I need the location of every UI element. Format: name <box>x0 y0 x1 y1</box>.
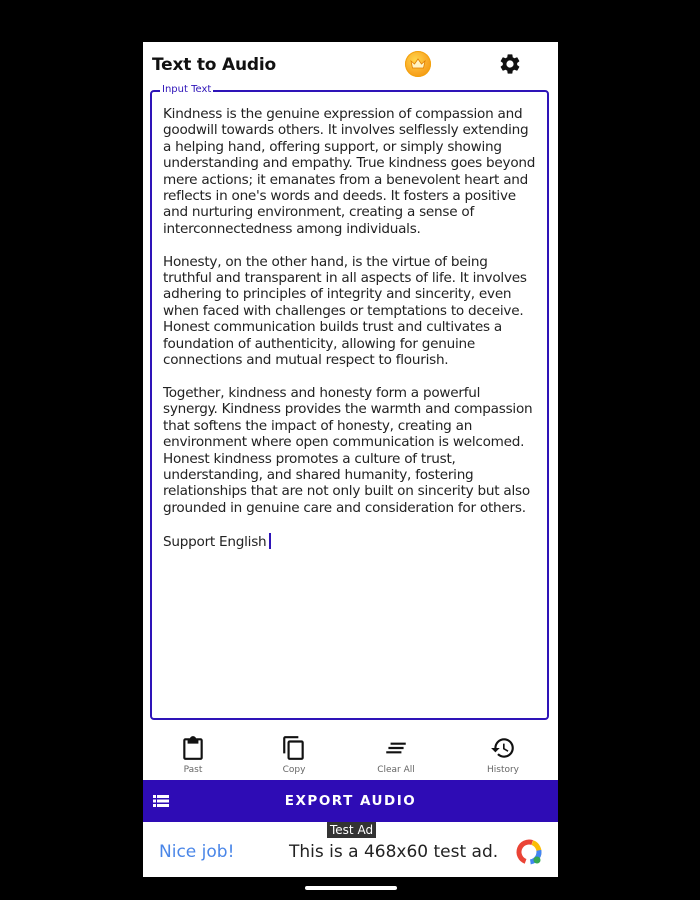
history-label: History <box>486 765 520 775</box>
home-indicator[interactable] <box>305 886 397 890</box>
settings-gear-icon[interactable] <box>498 52 522 76</box>
ad-description-text: This is a 468x60 test ad. <box>289 842 499 862</box>
export-audio-label: EXPORT AUDIO <box>284 793 417 809</box>
input-text-label: Input Text <box>162 84 212 95</box>
app-bar <box>143 42 558 86</box>
paste-label: Past <box>183 765 203 775</box>
clear-all-label: Clear All <box>377 765 415 775</box>
ad-logo-icon <box>515 838 543 866</box>
history-button[interactable] <box>463 732 543 775</box>
paragraph-together: Together, kindness and honesty form a powerful synergy. Kindness provides the warmth and compassion that softens the impact of honesty, creating an environment where open communication is welcomed. Honest kindness promotes a culture of trust, understanding, and shared humanity, fostering relationships that are not only built on sincerity but also grounded in genuine care and consideration for others. <box>163 384 533 516</box>
clear-all-icon <box>383 735 409 761</box>
ad-banner[interactable] <box>143 822 558 877</box>
copy-button[interactable] <box>254 732 334 775</box>
crown-icon <box>410 57 426 71</box>
app-screen <box>143 42 558 877</box>
text-cursor <box>269 533 271 549</box>
paste-button[interactable] <box>153 732 233 775</box>
input-text-content[interactable] <box>163 106 538 566</box>
ad-nice-job-text: Nice job! <box>159 842 235 862</box>
action-toolbar <box>143 732 558 782</box>
export-audio-button[interactable] <box>143 780 558 822</box>
copy-icon <box>281 735 307 761</box>
paragraph-honesty: Honesty, on the other hand, is the virtue of being truthful and transparent in all aspects of life. It involves adhering to principles of integrity and sincerity, even when faced with challenges or temptations to deceive. Honest communication builds trust and cultivates a foundation of authenticity, allowing for genuine connections and mutual respect to flourish. <box>163 253 527 369</box>
history-icon <box>490 735 516 761</box>
app-title: Text to Audio <box>152 55 276 75</box>
test-ad-tag: Test Ad <box>327 822 376 838</box>
clipboard-icon <box>180 735 206 761</box>
clear-all-button[interactable] <box>356 732 436 775</box>
paragraph-kindness: Kindness is the genuine expression of compassion and goodwill towards others. It involves selflessly extending a helping hand, offering support, or simply showing understanding and empathy. True kindness goes beyond mere actions; it emanates from a benevolent heart and reflects in one's words and deeds. It fosters a positive and nurturing environment, creating a sense of interconnectedness among individuals. <box>163 106 536 237</box>
paragraph-support: Support English <box>163 533 267 550</box>
premium-crown-button[interactable] <box>405 51 431 77</box>
copy-label: Copy <box>282 765 306 775</box>
